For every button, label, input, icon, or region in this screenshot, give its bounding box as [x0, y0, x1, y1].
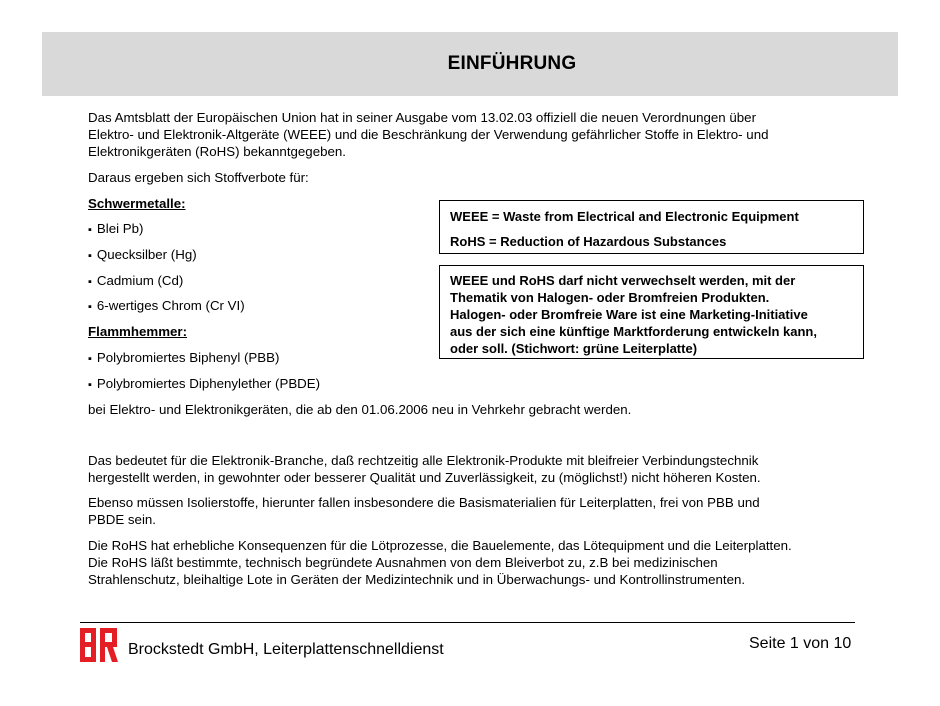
- page-number: Seite 1 von 10: [749, 635, 852, 652]
- flammhemmer-heading: Flammhemmer:: [88, 324, 188, 339]
- list-item: ▪ 6-wertiges Chrom (Cr VI): [88, 297, 245, 316]
- schwermetalle-heading: Schwermetalle:: [88, 196, 186, 211]
- paragraph-2-line-2: PBDE sein.: [88, 512, 156, 527]
- intro-line-3: Elektronikgeräten (RoHS) bekanntgegeben.: [88, 144, 346, 159]
- intro-line-1: Das Amtsblatt der Europäischen Union hat in seiner Ausgabe vom 13.02.03 offiziell die neuen Verordnungen über: [88, 110, 756, 125]
- page-title: EINFÜHRUNG: [447, 53, 577, 74]
- footer-divider: [80, 622, 855, 623]
- note-line-3: Halogen- oder Bromfreie Ware ist eine Marketing-Initiative: [450, 307, 808, 322]
- note-line-5: oder soll. (Stichwort: grüne Leiterplatte): [450, 341, 698, 356]
- paragraph-1-line-2: hergestellt werden, in gewohnter oder besserer Qualität und Zuverlässigkeit, zu (möglichst!) nicht höheren Kosten.: [88, 470, 761, 485]
- note-line-2: Thematik von Halogen- oder Bromfreien Produkten.: [450, 290, 770, 305]
- note-line-4: aus der sich eine künftige Marktforderung entwickeln kann,: [450, 324, 817, 339]
- paragraph-3-line-1: Die RoHS hat erhebliche Konsequenzen für die Lötprozesse, die Bauelemente, das Lötequipment und die Leiterplatten.: [88, 538, 792, 553]
- paragraph-1-line-1: Das bedeutet für die Elektronik-Branche, daß rechtzeitig alle Elektronik-Produkte mit bleifreier Verbindungstechnik: [88, 453, 759, 468]
- list-item: ▪ Polybromiertes Diphenylether (PBDE): [88, 375, 320, 394]
- intro-line-2: Elektro- und Elektronik-Altgeräte (WEEE) und die Beschränkung der Verwendung gefährlicher Stoffe in Elektro- und: [88, 127, 769, 142]
- stoffverbote-text: Daraus ergeben sich Stoffverbote für:: [88, 170, 309, 185]
- brockstedt-logo: [80, 628, 118, 662]
- paragraph-2-line-1: Ebenso müssen Isolierstoffe, hierunter fallen insbesondere die Basismaterialien für Leiterplatten, frei von PBB und: [88, 495, 760, 510]
- paragraph-3-line-3: Strahlenschutz, bleihaltige Lote in Geräten der Medizintechnik und in Überwachungs- und Kontrollinstrumenten.: [88, 572, 746, 587]
- list-item: ▪ Quecksilber (Hg): [88, 246, 197, 265]
- header-bar: [42, 32, 898, 96]
- note-box: [439, 265, 864, 359]
- list-item: ▪ Polybromiertes Biphenyl (PBB): [88, 349, 279, 368]
- list-item: ▪ Blei Pb): [88, 220, 143, 239]
- rohs-definition: RoHS = Reduction of Hazardous Substances: [450, 234, 727, 249]
- note-line-1: WEEE und RoHS darf nicht verwechselt werden, mit der: [450, 273, 796, 288]
- footer-company-name: Brockstedt GmbH, Leiterplattenschnelldienst: [128, 641, 444, 658]
- after-list-text: bei Elektro- und Elektronikgeräten, die ab den 01.06.2006 neu in Vehrkehr gebracht werden.: [88, 402, 632, 417]
- definitions-box: [439, 200, 864, 254]
- weee-definition: WEEE = Waste from Electrical and Electronic Equipment: [450, 209, 799, 224]
- list-item: ▪ Cadmium (Cd): [88, 272, 183, 291]
- paragraph-3-line-2: Die RoHS läßt bestimmte, technisch begründete Ausnahmen von dem Bleiverbot zu, z.B bei medizinischen: [88, 555, 718, 570]
